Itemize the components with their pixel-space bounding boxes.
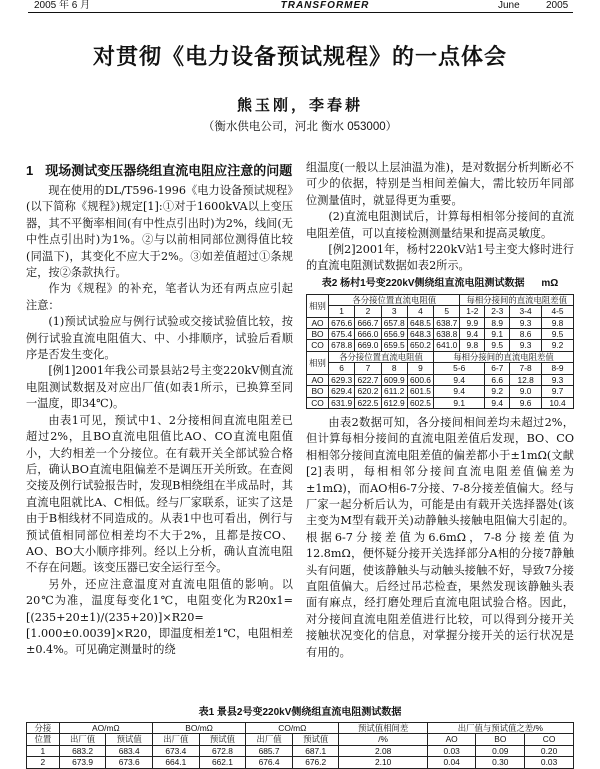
- table-cell: 676.6: [329, 317, 355, 328]
- table-cell: 673.9: [59, 757, 106, 768]
- header-cell: 预试值: [106, 734, 153, 745]
- header-cell: 2-3: [485, 306, 510, 317]
- header-cell: 各分接位置直流电阻值: [329, 294, 460, 305]
- table-cell: 685.7: [246, 745, 293, 756]
- header-cell: 预试值: [199, 734, 246, 745]
- table-cell: 620.2: [355, 386, 381, 397]
- table-cell: 9.9: [460, 317, 485, 328]
- table-cell: 2.08: [339, 745, 427, 756]
- header-cell: 8-9: [542, 363, 574, 374]
- table-cell: 676.4: [246, 757, 293, 768]
- table-cell: 656.9: [381, 329, 407, 340]
- table-row: [27, 757, 574, 768]
- right-column: [306, 160, 574, 661]
- header-cell: 1-2: [460, 306, 485, 317]
- table-cell: 687.1: [292, 745, 339, 756]
- header-rule: [28, 12, 573, 13]
- table-cell: 9.6: [510, 397, 542, 408]
- table-cell: 9.7: [542, 386, 574, 397]
- header-cell: 6: [329, 363, 355, 374]
- table-cell: 9.5: [485, 340, 510, 351]
- header-cell: 每相分接间的直流电阻差值: [434, 351, 574, 362]
- table-cell: 602.5: [407, 397, 433, 408]
- paragraph: [例2]2001年，杨村220kV站1号主变大修时进行的直流电阻测试数据如表2所示。: [306, 243, 574, 273]
- header-cell: 预试值: [292, 734, 339, 745]
- table-cell: 10.4: [542, 397, 574, 408]
- table-cell: 648.5: [407, 317, 433, 328]
- table-cell: 629.4: [329, 386, 355, 397]
- paragraph: 由表1可见，预试中1、2分接相间直流电阻差已超过2%，且BO直流电阻值比AO、CO直流电阻值小，大约相差一个分接位。在有载开关全部试验合格后，确认BO直流电阻偏差不是调压开关所致。在查阅交接及例行试验报告时，发现B相绕组在半成品时，其直流电阻就比A、C相低。经与厂家联系，证实了这是由于B相线材不同造成的。从表1中也可看出，例行与预试值相同部位相差均不大于2%，且都是按CO、AO、BO大小顺序排列。经以上分析，确认直流电阻不存在问题。该变压器已安全运行至今。: [26, 413, 293, 575]
- section-number: 1: [26, 163, 34, 178]
- table-cell: 9.5: [542, 329, 574, 340]
- table-cell: 601.5: [407, 386, 433, 397]
- table-2: [306, 294, 574, 409]
- table1-caption: 表1 景县2号变220kV侧绕组直流电阻测试数据: [198, 707, 402, 718]
- header-cell: 8: [381, 363, 407, 374]
- table-cell: 666.7: [355, 317, 381, 328]
- table-cell: 9.3: [510, 340, 542, 351]
- table-cell: 659.5: [381, 340, 407, 351]
- table-cell: 2.10: [339, 757, 427, 768]
- issue-date: 2005 年 6 月: [34, 0, 91, 11]
- table-cell: 669.0: [355, 340, 381, 351]
- table-cell: 638.7: [434, 317, 460, 328]
- header-cell: 分接: [27, 723, 60, 734]
- table-cell: 673.4: [152, 745, 199, 756]
- header-cell: 2: [355, 306, 381, 317]
- left-column: [26, 160, 293, 659]
- header-cell: CO: [525, 734, 574, 745]
- journal-name: TRANSFORMER: [280, 0, 370, 11]
- table-cell: 676.2: [292, 757, 339, 768]
- table2-caption: 表2 杨村1号变220kV侧绕组直流电阻测试数据: [321, 277, 525, 289]
- table-cell: AO: [307, 317, 329, 328]
- table-cell: 638.8: [434, 329, 460, 340]
- header-cell: BO: [476, 734, 525, 745]
- table-cell: CO: [307, 340, 329, 351]
- table-cell: BO: [307, 329, 329, 340]
- table-cell: BO: [307, 386, 329, 397]
- header-cell: BO/mΩ: [152, 723, 245, 734]
- table-cell: 2: [27, 757, 60, 768]
- header-cell: 4-5: [542, 306, 574, 317]
- header-cell: 相别: [307, 294, 329, 317]
- section-title: 现场测试变压器绕组直流电阻应注意的问题: [45, 163, 293, 178]
- header-cell: 预试值相间差: [339, 723, 427, 734]
- section-heading: [26, 162, 293, 179]
- header-cell: 出厂值: [152, 734, 199, 745]
- table-cell: 650.2: [407, 340, 433, 351]
- table2-unit: mΩ: [541, 277, 559, 289]
- table-cell: 629.3: [329, 374, 355, 385]
- table-cell: 672.8: [199, 745, 246, 756]
- header-cell: 9: [407, 363, 433, 374]
- table-row: [307, 329, 574, 340]
- header-cell: AO/mΩ: [59, 723, 152, 734]
- table-cell: 600.6: [407, 374, 433, 385]
- table-cell: 675.4: [329, 329, 355, 340]
- header-cell: 1: [329, 306, 355, 317]
- table-cell: 622.7: [355, 374, 381, 385]
- table-cell: 0.20: [525, 745, 574, 756]
- header-cell: 7-8: [510, 363, 542, 374]
- table-cell: 9.4: [434, 386, 485, 397]
- header-cell: 4: [407, 306, 433, 317]
- table-row: [307, 374, 574, 385]
- table-row: [307, 397, 574, 408]
- table-cell: 9.4: [485, 397, 510, 408]
- table-cell: 664.1: [152, 757, 199, 768]
- header-cell: AO: [427, 734, 476, 745]
- table-cell: 648.3: [407, 329, 433, 340]
- header-cell: CO/mΩ: [246, 723, 339, 734]
- paragraph: 由表2数据可知，各分接间相间差均未超过2%，但计算每相分接间的直流电阻差值后发现，BO、CO相相邻分接间直流电阻差值的偏差都小于±1mΩ(文献[2]表明，每相相邻分接间直流电阻差值偏差为±1mΩ)，而AO相6-7分接、7-8分接差值偏大。经与厂家一起分析后认为，可能是由有载开关选择器处(该主变为M型有载开关)动静触头接触电阻偏大引起的。根据6-7分接差值为6.6mΩ，7-8分接差值为12.8mΩ，便怀疑分接开关选择部分A相的分接7静触头有问题，使该静触头与动触头接触不好，导致7分接直阻值偏大。后经过吊芯检查，果然发现该静触头表面有麻点，经打磨处理后直流电阻试验合格。因此，对分接间直流电阻差值进行比较，可以得到分接开关接触状况变化的信息，对掌握分接开关的运行状况是有用的。: [306, 415, 574, 659]
- header-cell: 3-4: [510, 306, 542, 317]
- table-cell: 9.2: [485, 386, 510, 397]
- header-cell: 各分接位置直流电阻值: [329, 351, 434, 362]
- header-cell: 3: [381, 306, 407, 317]
- table-cell: 0.03: [525, 757, 574, 768]
- table-1-block: [26, 704, 574, 769]
- table-cell: 9.1: [434, 397, 485, 408]
- header-cell: 出厂值: [246, 734, 293, 745]
- table-cell: 9.4: [460, 329, 485, 340]
- table-cell: 9.3: [542, 374, 574, 385]
- table-cell: 609.9: [381, 374, 407, 385]
- running-header: [0, 0, 600, 14]
- table-cell: 9.1: [485, 329, 510, 340]
- header-cell: 出厂值: [59, 734, 106, 745]
- table-cell: 0.03: [427, 745, 476, 756]
- header-cell: /%: [339, 734, 427, 745]
- header-cell: 位置: [27, 734, 60, 745]
- header-cell: 6-7: [485, 363, 510, 374]
- table-cell: CO: [307, 397, 329, 408]
- paragraph: 组温度(一般以上层油温为准)，是对数据分析判断必不可少的依据，特别是当相间差偏大，需比较历年同部位测量值时，就显得更为重要。: [306, 161, 574, 207]
- header-cell: 相别: [307, 351, 329, 374]
- table-row: [307, 386, 574, 397]
- article-authors: 熊玉刚，李春耕: [236, 96, 363, 114]
- table-cell: 9.4: [434, 374, 485, 385]
- paragraph: (1)预试试验应与例行试验或交接试验值比较，按例行试验直流电阻值大、中、小排顺序，试验后看顺序是否发生变化。: [26, 315, 293, 362]
- paragraph: 现在使用的DL/T596-1996《电力设备预试规程》(以下简称《规程》)规定[1]:①对于1600kVA以上变压器，其不平衡率相间(有中性点引出时)为2%，线间(无中性点引出时)为1%。②与以前相同部位测得值比较(同温下)，其变化不应大于2%。③如差值超过①条规定，按②条款执行。: [26, 184, 293, 280]
- header-cell: 7: [355, 363, 381, 374]
- table-cell: 0.30: [476, 757, 525, 768]
- paragraph: 作为《规程》的补充，笔者认为还有两点应引起注意：: [26, 282, 293, 312]
- table-cell: 6.6: [485, 374, 510, 385]
- table-cell: 662.1: [199, 757, 246, 768]
- table-cell: 611.2: [381, 386, 407, 397]
- table-cell: 683.4: [106, 745, 153, 756]
- table-cell: 9.8: [460, 340, 485, 351]
- paragraph: [例1]2001年我公司景县站2号主变220kV侧直流电阻测试数据及对应出厂值(如表1所示，已换算至同一温度，即34℃)。: [26, 364, 293, 411]
- header-cell: 5-6: [434, 363, 485, 374]
- table-cell: 1: [27, 745, 60, 756]
- table-cell: 9.2: [542, 340, 574, 351]
- table-cell: 8.6: [510, 329, 542, 340]
- table-1: [26, 722, 574, 769]
- table-cell: 612.9: [381, 397, 407, 408]
- header-cell: 每相分接间的直流电阻差值: [460, 294, 574, 305]
- table-row: [27, 745, 574, 756]
- table-cell: 678.8: [329, 340, 355, 351]
- table-row: [307, 317, 574, 328]
- table-cell: 0.09: [476, 745, 525, 756]
- table-cell: 8.9: [485, 317, 510, 328]
- table-cell: 631.9: [329, 397, 355, 408]
- table-cell: AO: [307, 374, 329, 385]
- table-cell: 641.0: [434, 340, 460, 351]
- table-cell: 622.5: [355, 397, 381, 408]
- article-title: 对贯彻《电力设备预试规程》的一点体会: [92, 44, 507, 70]
- table-cell: 9.0: [510, 386, 542, 397]
- table-cell: 9.8: [542, 317, 574, 328]
- header-cell: 5: [434, 306, 460, 317]
- header-cell: 出厂值与预试值之差/%: [427, 723, 573, 734]
- table-cell: 12.8: [510, 374, 542, 385]
- issue-month: June: [498, 0, 520, 11]
- table-cell: 673.6: [106, 757, 153, 768]
- table-cell: 9.3: [510, 317, 542, 328]
- table-cell: 683.2: [59, 745, 106, 756]
- table-row: [307, 340, 574, 351]
- table-cell: 0.04: [427, 757, 476, 768]
- table-cell: 666.0: [355, 329, 381, 340]
- table-caption: [306, 277, 574, 291]
- table-cell: 657.8: [381, 317, 407, 328]
- paragraph: 另外，还应注意温度对直流电阻值的影响。以20℃为准，温度每变化1℃，电阻变化为R20x1=[(235+20±1)/(235+20)]×R20=[1.000±0.0039]×R20，即温度相差1℃，电阻相差±0.4%。可见确定测量时的绕: [26, 577, 293, 657]
- issue-year: 2005: [546, 0, 569, 11]
- paragraph: (2)直流电阻测试后，计算每相相邻分接间的直流电阻差值，可以直接检测测量结果和提高灵敏度。: [306, 210, 574, 240]
- author-affiliation: （衡水供电公司，河北 衡水 053000）: [202, 121, 398, 133]
